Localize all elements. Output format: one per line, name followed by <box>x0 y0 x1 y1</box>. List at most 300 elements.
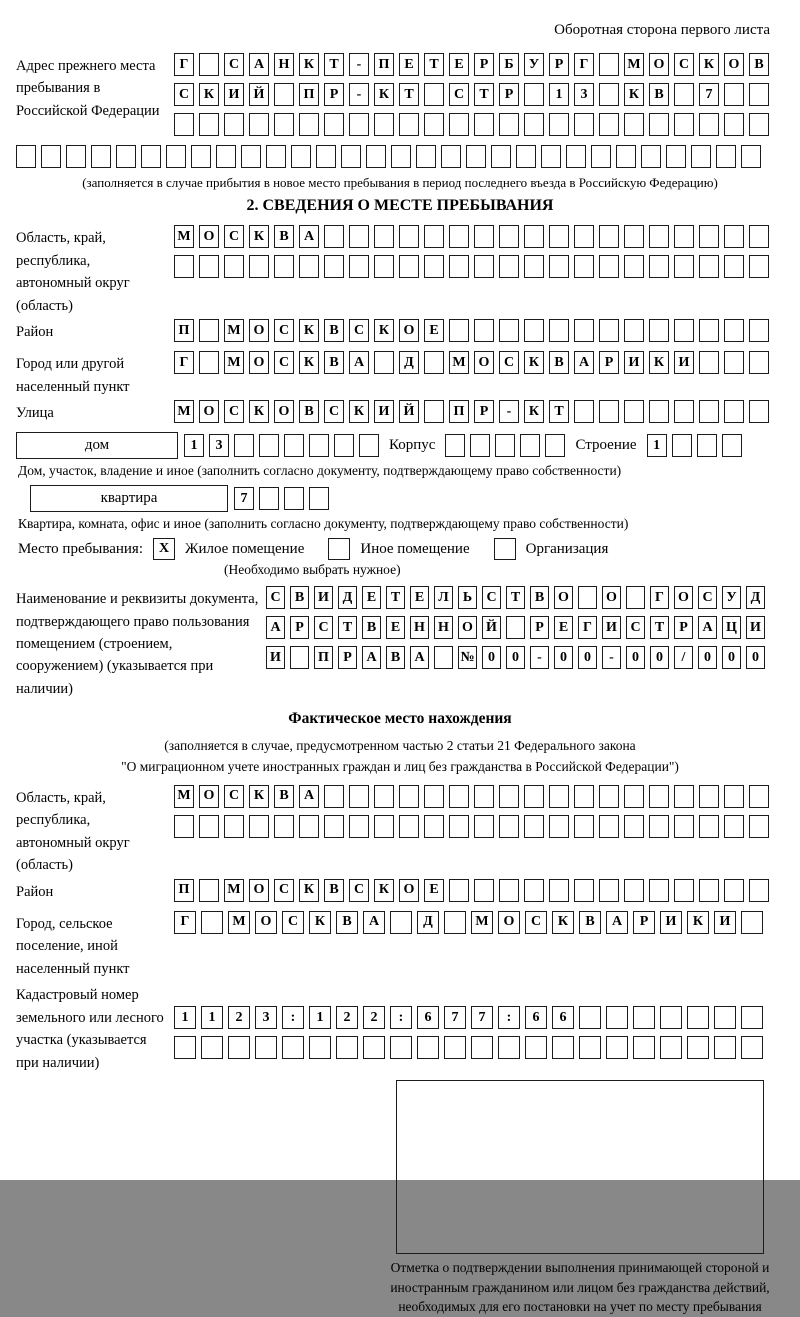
char-cell[interactable] <box>466 145 486 168</box>
char-cell[interactable] <box>374 351 394 374</box>
char-cell[interactable]: М <box>449 351 469 374</box>
char-cell[interactable]: Р <box>633 911 655 934</box>
char-cell[interactable] <box>390 1036 412 1059</box>
char-cell[interactable]: 6 <box>525 1006 547 1029</box>
char-cell[interactable] <box>574 255 594 278</box>
char-cell[interactable]: К <box>524 351 544 374</box>
char-cell[interactable] <box>749 815 769 838</box>
char-cell[interactable]: В <box>324 319 344 342</box>
char-cell[interactable] <box>374 113 394 136</box>
char-cell[interactable]: В <box>386 646 405 669</box>
char-cell[interactable] <box>424 351 444 374</box>
char-cell[interactable] <box>674 879 694 902</box>
char-cell[interactable]: М <box>224 879 244 902</box>
char-cell[interactable]: Е <box>424 879 444 902</box>
char-cell[interactable] <box>474 225 494 248</box>
char-cell[interactable]: Р <box>549 53 569 76</box>
char-cell[interactable]: / <box>674 646 693 669</box>
char-cell[interactable]: Г <box>578 616 597 639</box>
char-cell[interactable]: 0 <box>578 646 597 669</box>
char-cell[interactable]: К <box>687 911 709 934</box>
char-cell[interactable]: К <box>374 83 394 106</box>
char-cell[interactable] <box>599 225 619 248</box>
char-cell[interactable]: 1 <box>549 83 569 106</box>
char-cell[interactable]: Р <box>599 351 619 374</box>
char-cell[interactable]: 2 <box>336 1006 358 1029</box>
char-cell[interactable]: 0 <box>722 646 741 669</box>
checkbox-residential[interactable]: X <box>153 538 175 560</box>
char-cell[interactable]: И <box>224 83 244 106</box>
char-cell[interactable] <box>749 225 769 248</box>
char-cell[interactable]: М <box>174 400 194 423</box>
char-cell[interactable] <box>524 815 544 838</box>
char-cell[interactable]: 7 <box>699 83 719 106</box>
char-cell[interactable] <box>599 319 619 342</box>
char-cell[interactable] <box>274 815 294 838</box>
char-cell[interactable]: Е <box>399 53 419 76</box>
char-cell[interactable] <box>641 145 661 168</box>
char-cell[interactable]: Е <box>424 319 444 342</box>
char-cell[interactable]: С <box>449 83 469 106</box>
char-cell[interactable] <box>470 434 490 457</box>
char-cell[interactable]: М <box>224 319 244 342</box>
char-cell[interactable] <box>516 145 536 168</box>
char-cell[interactable]: 0 <box>650 646 669 669</box>
char-cell[interactable]: А <box>249 53 269 76</box>
char-cell[interactable] <box>316 145 336 168</box>
char-cell[interactable] <box>549 815 569 838</box>
char-cell[interactable]: - <box>602 646 621 669</box>
char-cell[interactable]: М <box>174 785 194 808</box>
char-cell[interactable]: Й <box>249 83 269 106</box>
char-cell[interactable]: П <box>314 646 333 669</box>
char-cell[interactable]: : <box>498 1006 520 1029</box>
char-cell[interactable] <box>449 113 469 136</box>
char-cell[interactable]: С <box>674 53 694 76</box>
char-cell[interactable]: О <box>199 225 219 248</box>
char-cell[interactable] <box>687 1036 709 1059</box>
char-cell[interactable]: О <box>274 400 294 423</box>
char-cell[interactable]: Р <box>474 400 494 423</box>
char-cell[interactable] <box>624 785 644 808</box>
char-cell[interactable]: 0 <box>506 646 525 669</box>
char-cell[interactable] <box>274 83 294 106</box>
char-cell[interactable] <box>574 400 594 423</box>
char-cell[interactable] <box>579 1006 601 1029</box>
char-cell[interactable] <box>266 145 286 168</box>
char-cell[interactable]: 2 <box>228 1006 250 1029</box>
char-cell[interactable] <box>259 487 279 510</box>
char-cell[interactable]: П <box>449 400 469 423</box>
char-cell[interactable] <box>591 145 611 168</box>
char-cell[interactable] <box>724 785 744 808</box>
char-cell[interactable] <box>699 255 719 278</box>
char-cell[interactable] <box>449 225 469 248</box>
char-cell[interactable] <box>741 1006 763 1029</box>
char-cell[interactable] <box>374 255 394 278</box>
char-cell[interactable]: М <box>174 225 194 248</box>
char-cell[interactable]: А <box>299 785 319 808</box>
char-cell[interactable]: С <box>282 911 304 934</box>
char-cell[interactable]: Т <box>650 616 669 639</box>
char-cell[interactable] <box>259 434 279 457</box>
char-cell[interactable] <box>449 815 469 838</box>
char-cell[interactable]: К <box>249 785 269 808</box>
char-cell[interactable] <box>599 400 619 423</box>
char-cell[interactable]: 1 <box>174 1006 196 1029</box>
char-cell[interactable]: К <box>299 53 319 76</box>
char-cell[interactable]: А <box>574 351 594 374</box>
char-cell[interactable] <box>649 319 669 342</box>
char-cell[interactable]: В <box>549 351 569 374</box>
char-cell[interactable]: Е <box>362 586 381 609</box>
char-cell[interactable] <box>174 113 194 136</box>
char-cell[interactable] <box>498 1036 520 1059</box>
char-cell[interactable]: А <box>362 646 381 669</box>
char-cell[interactable] <box>16 145 36 168</box>
char-cell[interactable]: 1 <box>201 1006 223 1029</box>
char-cell[interactable] <box>449 319 469 342</box>
char-cell[interactable]: 0 <box>626 646 645 669</box>
char-cell[interactable]: Е <box>386 616 405 639</box>
char-cell[interactable]: О <box>602 586 621 609</box>
char-cell[interactable] <box>549 879 569 902</box>
char-cell[interactable]: К <box>624 83 644 106</box>
char-cell[interactable] <box>199 351 219 374</box>
char-cell[interactable]: О <box>249 879 269 902</box>
char-cell[interactable] <box>491 145 511 168</box>
char-cell[interactable] <box>199 113 219 136</box>
char-cell[interactable] <box>599 53 619 76</box>
char-cell[interactable]: К <box>299 879 319 902</box>
char-cell[interactable] <box>649 113 669 136</box>
char-cell[interactable]: О <box>249 319 269 342</box>
char-cell[interactable] <box>524 225 544 248</box>
char-cell[interactable] <box>299 255 319 278</box>
char-cell[interactable]: Р <box>530 616 549 639</box>
char-cell[interactable]: А <box>410 646 429 669</box>
char-cell[interactable] <box>441 145 461 168</box>
char-cell[interactable] <box>228 1036 250 1059</box>
char-cell[interactable]: О <box>498 911 520 934</box>
char-cell[interactable] <box>549 785 569 808</box>
char-cell[interactable]: С <box>224 225 244 248</box>
char-cell[interactable] <box>424 113 444 136</box>
char-cell[interactable]: Ц <box>722 616 741 639</box>
char-cell[interactable] <box>249 113 269 136</box>
char-cell[interactable]: Д <box>338 586 357 609</box>
char-cell[interactable] <box>309 487 329 510</box>
char-cell[interactable]: О <box>199 400 219 423</box>
char-cell[interactable]: Р <box>290 616 309 639</box>
char-cell[interactable]: К <box>699 53 719 76</box>
char-cell[interactable]: Т <box>506 586 525 609</box>
char-cell[interactable]: К <box>649 351 669 374</box>
char-cell[interactable] <box>216 145 236 168</box>
char-cell[interactable] <box>649 785 669 808</box>
char-cell[interactable]: Р <box>338 646 357 669</box>
char-cell[interactable]: О <box>199 785 219 808</box>
char-cell[interactable] <box>606 1036 628 1059</box>
char-cell[interactable]: 0 <box>482 646 501 669</box>
char-cell[interactable]: О <box>249 351 269 374</box>
char-cell[interactable] <box>201 1036 223 1059</box>
char-cell[interactable] <box>724 319 744 342</box>
char-cell[interactable]: Н <box>410 616 429 639</box>
char-cell[interactable] <box>374 225 394 248</box>
char-cell[interactable] <box>599 255 619 278</box>
char-cell[interactable]: С <box>274 351 294 374</box>
char-cell[interactable]: В <box>274 225 294 248</box>
char-cell[interactable] <box>399 225 419 248</box>
char-cell[interactable]: 3 <box>255 1006 277 1029</box>
char-cell[interactable]: О <box>554 586 573 609</box>
char-cell[interactable]: Е <box>554 616 573 639</box>
char-cell[interactable] <box>545 434 565 457</box>
char-cell[interactable]: 3 <box>209 434 229 457</box>
char-cell[interactable] <box>224 113 244 136</box>
char-cell[interactable] <box>374 785 394 808</box>
char-cell[interactable]: С <box>266 586 285 609</box>
char-cell[interactable] <box>699 879 719 902</box>
char-cell[interactable] <box>649 255 669 278</box>
char-cell[interactable]: М <box>228 911 250 934</box>
char-cell[interactable] <box>499 879 519 902</box>
char-cell[interactable] <box>674 113 694 136</box>
char-cell[interactable]: К <box>249 400 269 423</box>
char-cell[interactable] <box>749 83 769 106</box>
char-cell[interactable] <box>749 351 769 374</box>
char-cell[interactable]: Н <box>274 53 294 76</box>
char-cell[interactable] <box>697 434 717 457</box>
char-cell[interactable]: О <box>399 319 419 342</box>
char-cell[interactable] <box>741 911 763 934</box>
char-cell[interactable]: К <box>524 400 544 423</box>
char-cell[interactable] <box>424 255 444 278</box>
char-cell[interactable] <box>199 255 219 278</box>
char-cell[interactable] <box>444 911 466 934</box>
char-cell[interactable]: Т <box>549 400 569 423</box>
char-cell[interactable] <box>699 785 719 808</box>
char-cell[interactable] <box>449 255 469 278</box>
char-cell[interactable] <box>445 434 465 457</box>
char-cell[interactable]: И <box>602 616 621 639</box>
char-cell[interactable]: Т <box>386 586 405 609</box>
char-cell[interactable]: С <box>349 319 369 342</box>
char-cell[interactable]: К <box>309 911 331 934</box>
char-cell[interactable] <box>666 145 686 168</box>
char-cell[interactable]: К <box>299 319 319 342</box>
char-cell[interactable] <box>284 487 304 510</box>
char-cell[interactable]: А <box>299 225 319 248</box>
stamp-box[interactable] <box>396 1080 764 1254</box>
char-cell[interactable] <box>41 145 61 168</box>
char-cell[interactable] <box>434 646 453 669</box>
char-cell[interactable] <box>471 1036 493 1059</box>
char-cell[interactable]: И <box>746 616 765 639</box>
char-cell[interactable] <box>699 319 719 342</box>
char-cell[interactable]: Т <box>474 83 494 106</box>
char-cell[interactable] <box>474 255 494 278</box>
char-cell[interactable] <box>574 879 594 902</box>
char-cell[interactable] <box>334 434 354 457</box>
char-cell[interactable] <box>349 815 369 838</box>
char-cell[interactable] <box>424 785 444 808</box>
char-cell[interactable] <box>749 785 769 808</box>
char-cell[interactable]: С <box>314 616 333 639</box>
char-cell[interactable] <box>274 255 294 278</box>
char-cell[interactable] <box>674 319 694 342</box>
char-cell[interactable] <box>626 586 645 609</box>
char-cell[interactable]: Д <box>417 911 439 934</box>
char-cell[interactable] <box>424 225 444 248</box>
char-cell[interactable] <box>524 255 544 278</box>
char-cell[interactable]: С <box>324 400 344 423</box>
char-cell[interactable] <box>574 785 594 808</box>
char-cell[interactable] <box>724 815 744 838</box>
char-cell[interactable]: Р <box>499 83 519 106</box>
char-cell[interactable]: Г <box>174 911 196 934</box>
char-cell[interactable] <box>474 319 494 342</box>
char-cell[interactable] <box>674 255 694 278</box>
char-cell[interactable] <box>495 434 515 457</box>
char-cell[interactable] <box>324 225 344 248</box>
char-cell[interactable] <box>624 815 644 838</box>
char-cell[interactable]: К <box>299 351 319 374</box>
char-cell[interactable]: - <box>349 83 369 106</box>
char-cell[interactable] <box>399 815 419 838</box>
char-cell[interactable]: В <box>336 911 358 934</box>
char-cell[interactable] <box>399 785 419 808</box>
char-cell[interactable]: 7 <box>444 1006 466 1029</box>
char-cell[interactable] <box>291 145 311 168</box>
char-cell[interactable] <box>674 225 694 248</box>
char-cell[interactable] <box>91 145 111 168</box>
char-cell[interactable]: Л <box>434 586 453 609</box>
char-cell[interactable] <box>524 83 544 106</box>
char-cell[interactable]: 1 <box>309 1006 331 1029</box>
char-cell[interactable] <box>624 879 644 902</box>
char-cell[interactable] <box>341 145 361 168</box>
char-cell[interactable]: Р <box>674 616 693 639</box>
char-cell[interactable]: О <box>255 911 277 934</box>
char-cell[interactable] <box>749 113 769 136</box>
char-cell[interactable]: И <box>674 351 694 374</box>
char-cell[interactable]: С <box>349 879 369 902</box>
char-cell[interactable] <box>284 434 304 457</box>
char-cell[interactable] <box>541 145 561 168</box>
char-cell[interactable] <box>749 255 769 278</box>
char-cell[interactable] <box>474 785 494 808</box>
char-cell[interactable] <box>141 145 161 168</box>
char-cell[interactable] <box>349 255 369 278</box>
char-cell[interactable]: : <box>282 1006 304 1029</box>
char-cell[interactable]: Д <box>399 351 419 374</box>
char-cell[interactable] <box>166 145 186 168</box>
char-cell[interactable] <box>741 145 761 168</box>
char-cell[interactable] <box>578 586 597 609</box>
char-cell[interactable]: С <box>626 616 645 639</box>
char-cell[interactable] <box>724 113 744 136</box>
char-cell[interactable]: Г <box>650 586 669 609</box>
char-cell[interactable]: Н <box>434 616 453 639</box>
char-cell[interactable]: Й <box>399 400 419 423</box>
char-cell[interactable] <box>324 785 344 808</box>
char-cell[interactable]: С <box>274 879 294 902</box>
char-cell[interactable] <box>525 1036 547 1059</box>
char-cell[interactable] <box>424 815 444 838</box>
char-cell[interactable] <box>624 400 644 423</box>
char-cell[interactable] <box>616 145 636 168</box>
char-cell[interactable] <box>699 225 719 248</box>
char-cell[interactable]: У <box>722 586 741 609</box>
char-cell[interactable]: О <box>474 351 494 374</box>
char-cell[interactable]: М <box>224 351 244 374</box>
char-cell[interactable]: В <box>290 586 309 609</box>
char-cell[interactable]: И <box>660 911 682 934</box>
char-cell[interactable]: И <box>314 586 333 609</box>
char-cell[interactable] <box>416 145 436 168</box>
char-cell[interactable] <box>417 1036 439 1059</box>
char-cell[interactable]: И <box>624 351 644 374</box>
char-cell[interactable] <box>660 1006 682 1029</box>
char-cell[interactable]: В <box>274 785 294 808</box>
char-cell[interactable] <box>633 1036 655 1059</box>
char-cell[interactable] <box>499 815 519 838</box>
char-cell[interactable] <box>724 879 744 902</box>
char-cell[interactable] <box>520 434 540 457</box>
char-cell[interactable] <box>116 145 136 168</box>
char-cell[interactable] <box>724 255 744 278</box>
char-cell[interactable] <box>499 255 519 278</box>
char-cell[interactable]: 2 <box>363 1006 385 1029</box>
char-cell[interactable] <box>191 145 211 168</box>
char-cell[interactable] <box>499 113 519 136</box>
char-cell[interactable]: К <box>349 400 369 423</box>
char-cell[interactable] <box>741 1036 763 1059</box>
char-cell[interactable] <box>199 319 219 342</box>
char-cell[interactable]: И <box>374 400 394 423</box>
char-cell[interactable] <box>424 83 444 106</box>
char-cell[interactable] <box>674 400 694 423</box>
char-cell[interactable] <box>649 225 669 248</box>
char-cell[interactable] <box>549 255 569 278</box>
char-cell[interactable] <box>714 1036 736 1059</box>
char-cell[interactable] <box>499 785 519 808</box>
char-cell[interactable] <box>633 1006 655 1029</box>
char-cell[interactable]: : <box>390 1006 412 1029</box>
char-cell[interactable] <box>174 255 194 278</box>
char-cell[interactable] <box>624 255 644 278</box>
char-cell[interactable] <box>672 434 692 457</box>
char-cell[interactable] <box>474 815 494 838</box>
char-cell[interactable] <box>449 879 469 902</box>
char-cell[interactable] <box>199 879 219 902</box>
char-cell[interactable] <box>524 319 544 342</box>
char-cell[interactable]: К <box>249 225 269 248</box>
char-cell[interactable] <box>201 911 223 934</box>
char-cell[interactable]: И <box>714 911 736 934</box>
char-cell[interactable]: 0 <box>698 646 717 669</box>
char-cell[interactable] <box>324 113 344 136</box>
char-cell[interactable]: М <box>471 911 493 934</box>
char-cell[interactable] <box>349 113 369 136</box>
apartment-type-box[interactable]: квартира <box>30 485 228 512</box>
char-cell[interactable] <box>474 879 494 902</box>
checkbox-other-premise[interactable] <box>328 538 350 560</box>
char-cell[interactable]: А <box>363 911 385 934</box>
char-cell[interactable]: С <box>224 400 244 423</box>
